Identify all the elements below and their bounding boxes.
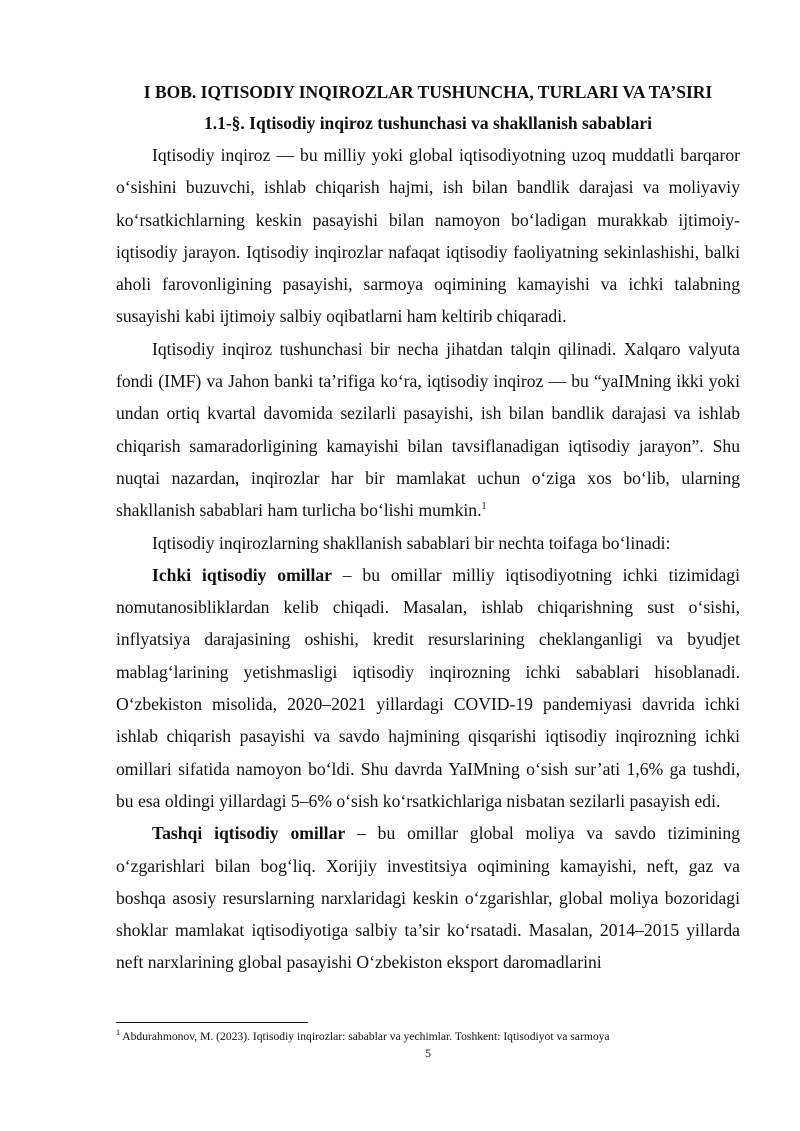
section-title: 1.1-§. Iqtisodiy inqiroz tushunchasi va shakllanish sabablari <box>203 113 653 133</box>
footnote-marker: 1 <box>116 1028 120 1038</box>
paragraph-5-text: – bu omillar global moliya va savdo tizimining o‘zgarishlari bilan bog‘liq. Xorijiy investitsiya oqimining kamayishi, neft, gaz va boshqa asosiy resurslarning narxlaridagi keskin o‘zgarishlar, global moliya bozoridagi shoklar mamlakat iqtisodiyotiga salbiy ta’sir ko‘rsatadi. Masalan, 2014–2015 yillarda neft narxlarining global pasayishi O‘zbekiston eksport daromadlarini <box>116 823 740 973</box>
footnote-separator <box>116 1022 308 1023</box>
document-page <box>116 68 740 979</box>
paragraph-1 <box>116 139 740 333</box>
paragraph-3 <box>116 527 740 559</box>
paragraph-4-term: Ichki iqtisodiy omillar <box>152 564 332 585</box>
chapter-title: I BOB. IQTISODIY INQIROZLAR TUSHUNCHA, TURLARI VA TA’SIRI <box>143 82 713 102</box>
paragraph-2-text: Iqtisodiy inqiroz tushunchasi bir necha jihatdan talqin qilinadi. Xalqaro valyuta fondi (IMF) va Jahon banki ta’rifiga ko‘ra, iqtisodiy inqiroz — bu “yaIMning ikki yoki undan ortiq kvartal davomida sezilarli pasayishi, ish bilan bandlik darajasi va ishlab chiqarish samaradorligining kamayishi bilan tavsiflanadigan iqtisodiy jarayon”. Shu nuqtai nazardan, inqirozlar har bir mamlakat uchun o‘ziga xos bo‘lib, ularning shakllanish sabablari ham turlicha bo‘lishi mumkin. <box>116 338 740 521</box>
footnote-text: Abdurahmonov, M. (2023). Iqtisodiy inqirozlar: sabablar va yechimlar. Toshkent: Iqtisodiyot va sarmoya <box>120 1030 610 1043</box>
paragraph-5 <box>116 817 740 978</box>
footnote-reference[interactable]: 1 <box>481 501 487 513</box>
paragraph-2 <box>116 333 740 527</box>
paragraph-4 <box>116 559 740 817</box>
paragraph-4-text: – bu omillar milliy iqtisodiyotning ichki tizimidagi nomutanosibliklardan kelib chiqadi. Masalan, ishlab chiqarishning sust o‘sishi, inflyatsiya darajasining oshishi, kredit resurslarining cheklanganligi va byudjet mablag‘larining yetishmasligi iqtisodiy inqirozning ichki sabablari hisoblanadi. O‘zbekiston misolida, 2020–2021 yillardagi COVID-19 pandemiyasi davrida ichki ishlab chiqarish pasayishi va savdo hajmining qisqarishi iqtisodiy inqirozning ichki omillari sifatida namoyon bo‘ldi. Shu davrda YaIMning o‘sish sur’ati 1,6% ga tushdi, bu esa oldingi yillardagi 5–6% o‘sish ko‘rsatkichlariga nisbatan sezilarli pasayish edi. <box>116 564 740 811</box>
paragraph-5-term: Tashqi iqtisodiy omillar <box>152 823 346 844</box>
page-number: 5 <box>425 1046 431 1060</box>
paragraph-3-text: Iqtisodiy inqirozlarning shakllanish sabablari bir nechta toifaga bo‘linadi: <box>152 532 671 553</box>
footnote <box>116 1029 756 1045</box>
paragraph-1-text: Iqtisodiy inqiroz — bu milliy yoki global iqtisodiyotning uzoq muddatli barqaror o‘sishini buzuvchi, ishlab chiqarish hajmi, ish bilan bandlik darajasi va moliyaviy ko‘rsatkichlarning keskin pasayishi bilan namoyon bo‘ladigan murakkab ijtimoiy-iqtisodiy jarayon. Iqtisodiy inqirozlar nafaqat iqtisodiy faoliyatning sekinlashishi, balki aholi farovonligining pasayishi, sarmoya oqimining kamayishi va ichki talabning susayishi kabi ijtimoiy salbiy oqibatlarni ham keltirib chiqaradi. <box>116 145 740 327</box>
